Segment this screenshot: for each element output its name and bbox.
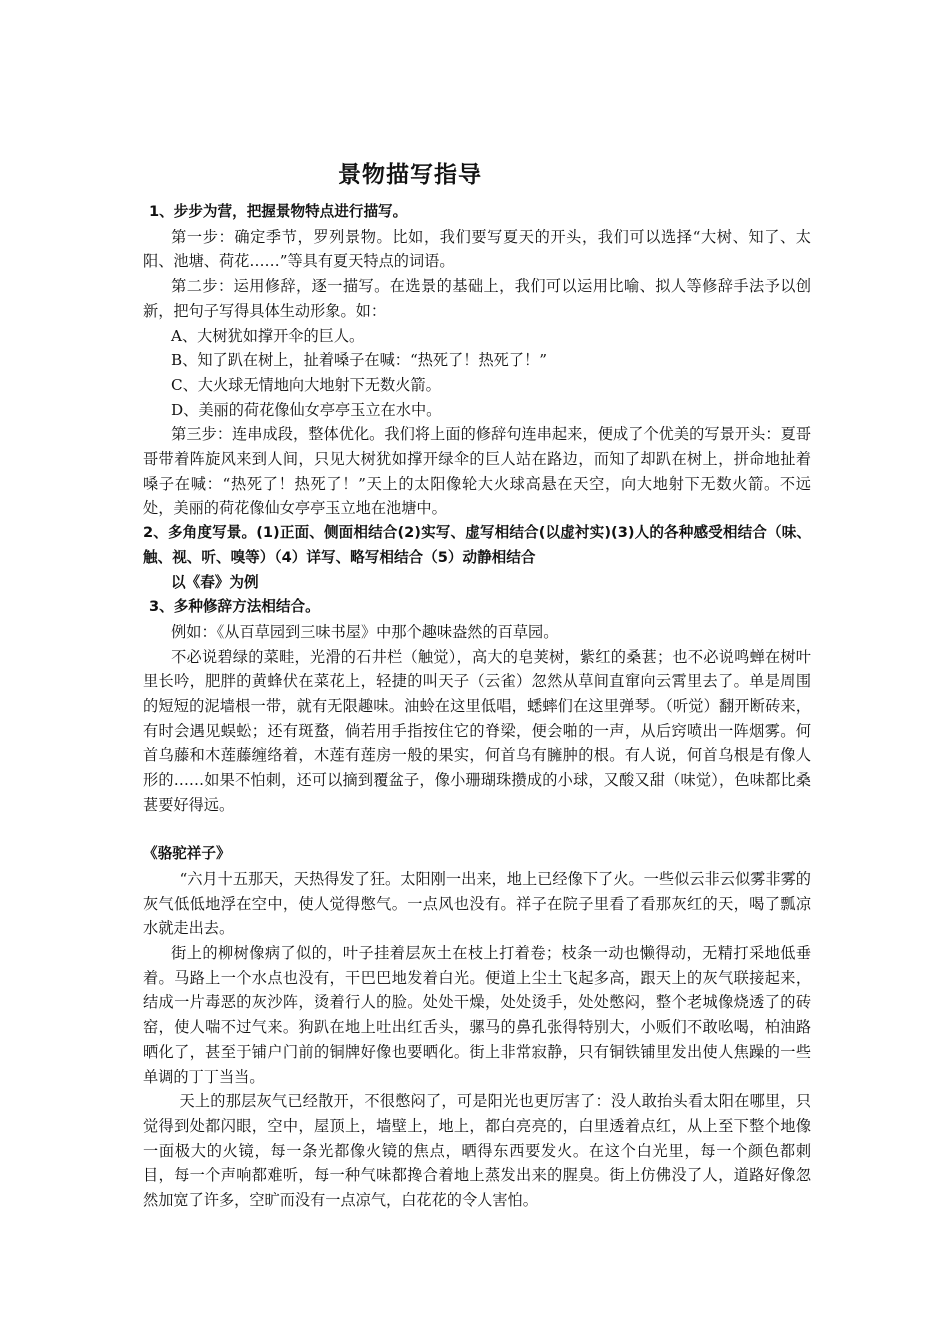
page-title: 景物描写指导 (338, 162, 482, 188)
section-3-intro: 例如：《从百草园到三味书屋》中那个趣味盎然的百草园。 (171, 622, 559, 641)
list-item: A、大树犹如撑开伞的巨人。 (171, 326, 365, 345)
section-4-paragraph-1: “六月十五那天，天热得发了狂。太阳刚一出来，地上已经像下了火。一些似云非云似雾非雾的灰气低低地浮在空中，使人觉得憋气。一点风也没有。祥子在院子里看了看那灰红的天，喝了瓢凉水就走出去。 (143, 869, 811, 938)
section-4-paragraph-3: 天上的那层灰气已经散开，不很憋闷了，可是阳光也更厉害了：没人敢抬头看太阳在哪里，只觉得到处都闪眼，空中，屋顶上，墙壁上，地上，都白亮亮的，白里透着点红，从上至下整个地像一面极大的火镜，每一条光都像火镜的焦点，晒得东西要发火。在这个白光里，每一个颜色都刺目，每一个声响都难听，每一种气味都搀合着地上蒸发出来的腥臭。街上仿佛没了人，道路好像忽然加宽了许多，空旷而没有一点凉气，白花花的令人害怕。 (143, 1092, 811, 1210)
section-3-heading: 3、多种修辞方法相结合。 (149, 598, 320, 616)
section-2-example: 以《春》为例 (171, 573, 259, 591)
step-3-paragraph: 第三步：连串成段，整体优化。我们将上面的修辞句连串起来，便成了个优美的写景开头：夏哥哥带着阵旋风来到人间，只见大树犹如撑开绿伞的巨人站在路边，而知了却趴在树上，拼命地扯着嗓子在喊：“热死了！热死了！”天上的太阳像轮大火球高悬在天空，向大地射下无数火箭。不远处，美丽的荷花像仙女亭亭玉立地在池塘中。 (143, 425, 811, 518)
section-3-body: 不必说碧绿的菜畦，光滑的石井栏（触觉），高大的皂荚树，紫红的桑葚；也不必说鸣蝉在树叶里长吟，肥胖的黄蜂伏在菜花上，轻捷的叫天子（云雀）忽然从草间直窜向云霄里去了。单是周围的短短的泥墙根一带，就有无限趣味。油蛉在这里低唱，蟋蟀们在这里弹琴。（听觉）翻开断砖来，有时会遇见蜈蚣；还有斑蝥，倘若用手指按住它的脊梁，便会啪的一声，从后窍喷出一阵烟雾。何首乌藤和木莲藤缠络着，木莲有莲房一般的果实，何首乌有臃肿的根。有人说，何首乌根是有像人形的……如果不怕刺，还可以摘到覆盆子，像小珊瑚珠攒成的小球，又酸又甜（味觉），色味都比桑葚要好得远。 (143, 647, 811, 814)
list-item: B、知了趴在树上，扯着嗓子在喊：“热死了！热死了！” (171, 351, 548, 370)
section-4-heading: 《骆驼祥子》 (143, 845, 231, 863)
list-item: C、大火球无情地向大地射下无数火箭。 (171, 375, 441, 394)
list-item: D、美丽的荷花像仙女亭亭玉立在水中。 (171, 400, 442, 419)
section-4-paragraph-2: 街上的柳树像病了似的，叶子挂着层灰土在枝上打着卷；枝条一动也懒得动，无精打采地低垂着。马路上一个水点也没有，干巴巴地发着白光。便道上尘土飞起多高，跟天上的灰气联接起来，结成一片毒恶的灰沙阵，烫着行人的脸。处处干燥，处处烫手，处处憋闷，整个老城像烧透了的砖窑，使人喘不过气来。狗趴在地上吐出红舌头，骡马的鼻孔张得特别大，小贩们不敢吆喝，柏油路晒化了，甚至于铺户门前的铜牌好像也要晒化。街上非常寂静，只有铜铁铺里发出使人焦躁的一些单调的丁丁当当。 (143, 944, 811, 1086)
section-1-heading: 1、步步为营，把握景物特点进行描写。 (149, 203, 408, 220)
step-1-paragraph: 第一步：确定季节，罗列景物。比如，我们要写夏天的开头，我们可以选择“大树、知了、太阳、池塘、荷花……”等具有夏天特点的词语。 (143, 227, 811, 271)
paragraph-spacer (143, 818, 811, 843)
document-body (143, 200, 811, 1213)
step-2-paragraph: 第二步：运用修辞，逐一描写。在选景的基础上，我们可以运用比喻、拟人等修辞手法予以创新，把句子写得具体生动形象。如： (143, 277, 811, 320)
section-2-heading: 2、多角度写景。(1)正面、侧面相结合(2)实写、虚写相结合(以虚衬实)(3)人的各种感受相结合（味、触、视、听、嗅等）（4）详写、略写相结合（5）动静相结合 (143, 524, 811, 566)
